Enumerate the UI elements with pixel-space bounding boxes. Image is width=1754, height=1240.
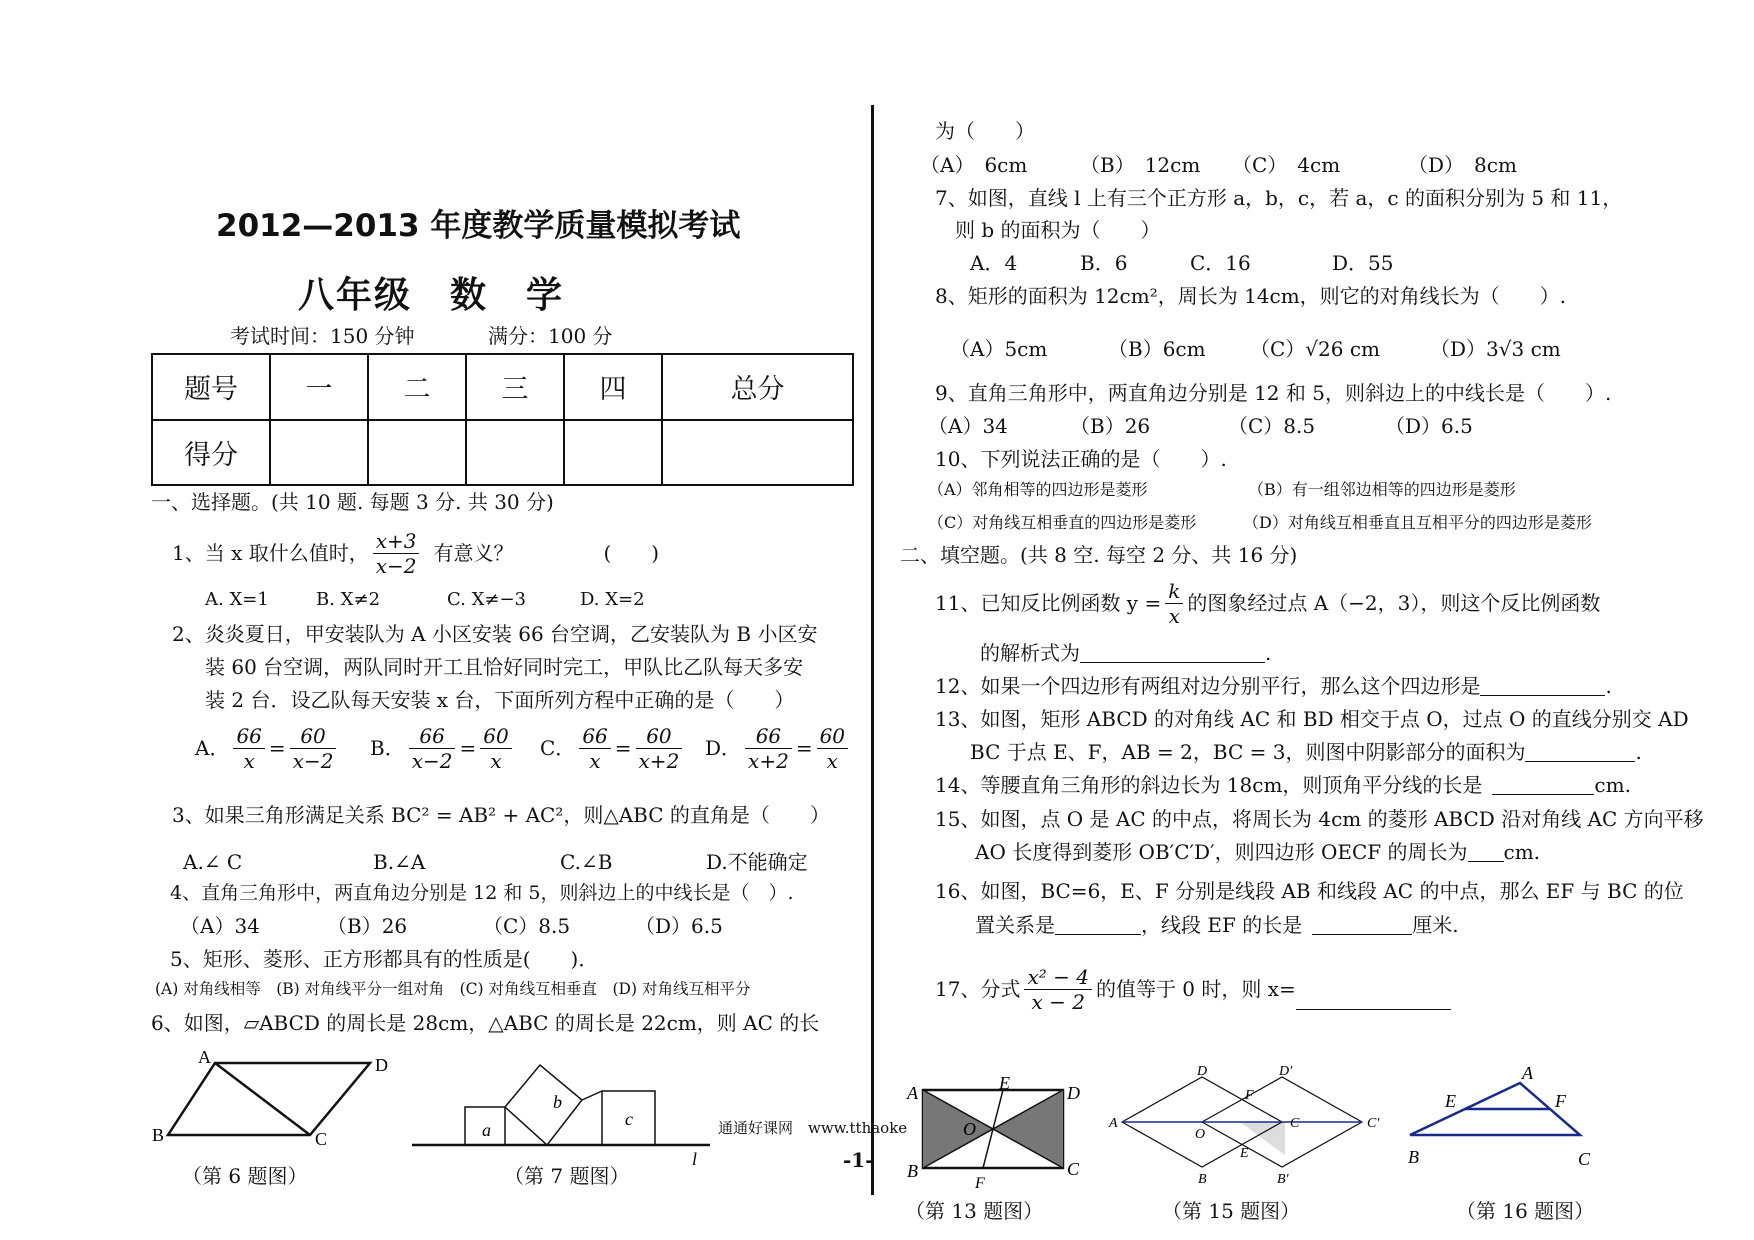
question-17 <box>935 956 1451 1022</box>
q6-option-b: （B） 12cm <box>1080 153 1201 177</box>
q2-fraction <box>636 724 683 773</box>
question-11 <box>935 572 1600 634</box>
fig7-label-l: l <box>692 1149 698 1165</box>
q1-option-c: C. X≠−3 <box>447 589 527 610</box>
q2-numerator: 66 <box>745 724 792 749</box>
q2-numerator: 60 <box>480 724 511 749</box>
fig15-label-c-prime: C′ <box>1367 1116 1380 1131</box>
q4-option-d: （D）6.5 <box>635 914 723 938</box>
question-14 <box>935 772 1631 798</box>
question-5: 5、矩形、菱形、正方形都具有的性质是( )． <box>170 947 599 971</box>
q4-option-c: （C）8.5 <box>483 914 571 938</box>
score-input-cell[interactable] <box>662 420 853 486</box>
fig6-label-c: C <box>315 1129 328 1145</box>
q2-denominator: x+2 <box>748 748 789 773</box>
question-9: 9、直角三角形中，两直角边分别是 12 和 5，则斜边上的中线长是（ ）. <box>935 381 1612 405</box>
q11-line2-text: 的解析式为 <box>980 641 1080 665</box>
fig16-label-b: B <box>1408 1147 1419 1167</box>
fig6-label-d: D <box>375 1055 388 1075</box>
q12-text: 12、如果一个四边形有两组对边分别平行，那么这个四边形是 <box>935 674 1481 698</box>
question-12 <box>935 673 1612 699</box>
q2-fraction <box>480 724 511 773</box>
fig13-label-e: E <box>999 1075 1010 1093</box>
figure-13 <box>905 1075 1085 1190</box>
q5-options: (A) 对角线相等 (B) 对角线平分一组对角 (C) 对角线互相垂直 (D) 对角线互相平分 <box>155 980 751 998</box>
q11-denominator: x <box>1168 603 1180 628</box>
fig7-label-a: a <box>482 1120 491 1140</box>
score-table-header-row <box>152 354 853 420</box>
q3-option-b: B.∠A <box>373 850 426 874</box>
fig13-label-a: A <box>907 1083 918 1103</box>
figure-6 <box>150 1045 390 1145</box>
q2-numerator: 60 <box>290 724 337 749</box>
exam-time: 考试时间：150 分钟 <box>230 324 415 348</box>
watermark: 通通好课网 www.tthaoke <box>718 1119 908 1137</box>
q2-numerator: 60 <box>817 724 848 749</box>
q2-option-label: A． <box>195 736 230 760</box>
q10-option-b: （B）有一组邻边相等的四边形是菱形 <box>1248 480 1516 499</box>
fig15-label-e: E <box>1240 1146 1249 1161</box>
fig13-label-b: B <box>907 1161 918 1181</box>
fig7-connector <box>582 1091 602 1100</box>
question-2-line2: 装 60 台空调，两队同时开工且恰好同时完工，甲队比乙队每天多安 <box>205 655 804 679</box>
fig16-label-a: A <box>1522 1063 1533 1083</box>
q1-text-post: 有意义？ <box>433 541 514 565</box>
q1-option-a: A. X=1 <box>205 589 269 610</box>
question-15-line2 <box>975 839 1540 865</box>
score-input-cell[interactable] <box>466 420 564 486</box>
score-cell: 一 <box>270 354 368 420</box>
q11-text: 11、已知反比例函数 y = <box>935 591 1162 615</box>
q15-unit: cm. <box>1503 840 1541 864</box>
page-number: -1- <box>843 1148 874 1172</box>
q9-option-d: （D）6.5 <box>1385 414 1473 438</box>
fig6-label-b: B <box>152 1125 165 1145</box>
fig16-label-f: F <box>1555 1091 1566 1111</box>
q11-numerator: k <box>1165 579 1183 604</box>
fig15-label-b: B <box>1198 1172 1207 1187</box>
question-13-line2 <box>970 739 1642 765</box>
q14-answer-blank[interactable] <box>1492 772 1594 795</box>
q2-denominator: x <box>589 748 601 773</box>
q9-option-a: （A）34 <box>928 414 1008 438</box>
question-15-line1: 15、如图，点 O 是 AC 的中点，将周长为 4cm 的菱形 ABCD 沿对角线 AC 方向平移 <box>935 807 1704 831</box>
score-cell: 二 <box>368 354 466 420</box>
q6-option-a: （A） 6cm <box>920 153 1028 177</box>
q1-text: 1、当 x 取什么值时， <box>172 541 369 565</box>
q12-period: . <box>1605 674 1612 698</box>
q10-option-a: （A）邻角相等的四边形是菱形 <box>928 480 1148 499</box>
q1-denominator: x−2 <box>375 553 417 578</box>
question-3: 3、如果三角形满足关系 BC² = AB² + AC²，则△ABC 的直角是（ ） <box>172 803 830 827</box>
q16-unit: 厘米. <box>1412 913 1459 937</box>
q2-denominator: x <box>826 748 838 773</box>
q15-text: AO 长度得到菱形 OB′C′D′，则四边形 OECF 的周长为 <box>975 840 1468 864</box>
fig15-caption: （第 15 题图） <box>1162 1199 1301 1223</box>
q2-numerator: 66 <box>579 724 610 749</box>
q16-answer-blank-2[interactable] <box>1312 912 1412 935</box>
score-table-score-row <box>152 420 853 486</box>
q11-line2 <box>980 640 1271 666</box>
q2-denominator: x <box>490 748 502 773</box>
q9-option-b: （B）26 <box>1070 414 1151 438</box>
question-6-continued: 为（ ） <box>935 119 1035 143</box>
q2-equals: = <box>795 736 813 760</box>
q13-text: BC 于点 E、F，AB = 2，BC = 3，则图中阴影部分的面积为 <box>970 740 1526 764</box>
q3-option-c: C.∠B <box>560 850 613 874</box>
section1-heading: 一、选择题。(共 10 题. 每题 3 分. 共 30 分) <box>151 490 554 514</box>
q1-answer-paren: ( ) <box>603 541 660 565</box>
score-input-cell[interactable] <box>368 420 466 486</box>
score-cell: 得分 <box>152 420 270 486</box>
q2-fraction <box>290 724 337 773</box>
fig6-diagonal <box>215 1063 310 1135</box>
q9-option-c: （C）8.5 <box>1228 414 1316 438</box>
q7-option-a: A．4 <box>970 251 1018 275</box>
q11-period: . <box>1265 641 1272 665</box>
q11-text-post: 的图象经过点 A（−2，3），则这个反比例函数 <box>1187 591 1601 615</box>
q10-option-c: （C）对角线互相垂直的四边形是菱形 <box>928 513 1197 532</box>
fig7-square-b <box>505 1065 582 1145</box>
q3-option-d: D.不能确定 <box>706 850 808 874</box>
section2-heading: 二、填空题。(共 8 空. 每空 2 分、共 16 分) <box>900 543 1298 567</box>
fig13-label-o: O <box>963 1119 976 1139</box>
q2-fraction <box>233 724 264 773</box>
fig15-label-a: A <box>1109 1116 1118 1131</box>
fig15-label-f: F <box>1245 1088 1254 1103</box>
q8-option-d: （D）3√3 cm <box>1430 337 1561 361</box>
q14-text: 14、等腰直角三角形的斜边长为 18cm，则顶角平分线的长是 <box>935 773 1483 797</box>
fig6-label-a: A <box>198 1047 211 1067</box>
q17-answer-blank[interactable] <box>1296 987 1451 1010</box>
q17-numerator: x² − 4 <box>1024 965 1092 990</box>
q17-text-post: 的值等于 0 时，则 x= <box>1095 977 1296 1001</box>
exam-title: 2012—2013 年度教学质量模拟考试 <box>216 208 741 244</box>
q15-answer-blank[interactable] <box>1468 839 1504 862</box>
column-divider <box>871 105 874 1195</box>
q2-equals: = <box>459 736 477 760</box>
figure-16 <box>1400 1055 1610 1170</box>
q13-period: . <box>1635 740 1642 764</box>
figure-7 <box>410 1045 720 1165</box>
q2-option-b <box>370 718 516 778</box>
figure-15 <box>1105 1065 1395 1190</box>
fig7-caption: （第 7 题图） <box>504 1164 630 1188</box>
fig16-label-e: E <box>1445 1091 1456 1111</box>
fig13-label-c: C <box>1067 1159 1080 1179</box>
q8-option-a: （A）5cm <box>950 337 1048 361</box>
q2-option-label: C． <box>540 736 576 760</box>
score-cell: 题号 <box>152 354 270 420</box>
q7-option-d: D．55 <box>1332 251 1394 275</box>
question-4: 4、直角三角形中，两直角边分别是 12 和 5，则斜边上的中线长是（ ）. <box>170 882 794 904</box>
score-cell: 三 <box>466 354 564 420</box>
q13-answer-blank[interactable] <box>1525 739 1635 762</box>
q2-numerator: 66 <box>233 724 264 749</box>
q2-denominator: x+2 <box>638 748 680 773</box>
question-16-line2 <box>975 912 1459 938</box>
fig16-caption: （第 16 题图） <box>1456 1199 1595 1223</box>
fig16-label-c: C <box>1578 1149 1591 1169</box>
score-cell: 总分 <box>662 354 853 420</box>
q16-answer-blank-1[interactable] <box>1055 912 1141 935</box>
q2-option-d <box>705 718 852 778</box>
score-table <box>151 353 854 486</box>
q7-option-b: B．6 <box>1080 251 1128 275</box>
q7-option-c: C．16 <box>1190 251 1251 275</box>
q16-text-2: ，线段 EF 的长是 <box>1141 913 1303 937</box>
question-13-line1: 13、如图，矩形 ABCD 的对角线 AC 和 BD 相交于点 O，过点 O 的直线分别交 AD <box>935 707 1689 731</box>
q1-fraction <box>373 529 420 578</box>
q2-numerator: 66 <box>409 724 456 749</box>
fig7-label-c: c <box>625 1109 633 1129</box>
score-input-cell[interactable] <box>564 420 662 486</box>
score-cell: 四 <box>564 354 662 420</box>
question-7-line1: 7、如图，直线 l 上有三个正方形 a，b，c，若 a，c 的面积分别为 5 和 11， <box>935 186 1623 210</box>
q4-option-b: （B）26 <box>327 914 408 938</box>
fig15-label-d: D <box>1197 1065 1208 1079</box>
q14-unit: cm. <box>1594 773 1631 797</box>
q2-fraction <box>579 724 610 773</box>
q17-fraction <box>1024 965 1092 1014</box>
fig15-label-o: O <box>1195 1127 1206 1142</box>
q4-option-a: （A）34 <box>180 914 260 938</box>
q1-option-d: D. X=2 <box>580 589 645 610</box>
q16-text: 置关系是 <box>975 913 1055 937</box>
q11-fraction <box>1165 579 1183 628</box>
q6-option-d: （D） 8cm <box>1408 153 1517 177</box>
fig13-caption: （第 13 题图） <box>905 1199 1044 1223</box>
fig6-parallelogram <box>168 1063 370 1135</box>
q2-equals: = <box>614 736 632 760</box>
q2-denominator: x−2 <box>411 748 453 773</box>
q8-option-b: （B）6cm <box>1108 337 1206 361</box>
score-input-cell[interactable] <box>270 420 368 486</box>
question-8: 8、矩形的面积为 12cm²，周长为 14cm，则它的对角线长为（ ）. <box>935 284 1567 308</box>
q10-option-d: （D）对角线互相垂直且互相平分的四边形是菱形 <box>1243 513 1592 532</box>
q17-text: 17、分式 <box>935 977 1021 1001</box>
fig15-label-d-prime: D′ <box>1279 1065 1293 1079</box>
q2-denominator: x−2 <box>292 748 334 773</box>
full-score: 满分：100 分 <box>488 324 613 348</box>
question-1 <box>172 522 659 584</box>
exam-subtitle: 八年级 数 学 <box>298 275 565 316</box>
question-2-line1: 2、炎炎夏日，甲安装队为 A 小区安装 66 台空调，乙安装队为 B 小区安 <box>172 622 818 646</box>
fig13-label-f: F <box>975 1175 985 1190</box>
question-10: 10、下列说法正确的是（ ）. <box>935 447 1227 471</box>
q2-denominator: x <box>243 748 255 773</box>
fig15-label-c: C <box>1290 1116 1300 1131</box>
question-2-line3: 装 2 台．设乙队每天安装 x 台，下面所列方程中正确的是（ ） <box>205 688 795 712</box>
q2-numerator: 60 <box>636 724 683 749</box>
q11-answer-blank[interactable] <box>1080 640 1265 663</box>
question-6: 6、如图，▱ABCD 的周长是 28cm，△ABC 的周长是 22cm，则 AC 的长 <box>151 1011 820 1035</box>
fig15-label-b-prime: B′ <box>1277 1172 1289 1187</box>
question-16-line1: 16、如图，BC=6，E、F 分别是线段 AB 和线段 AC 的中点，那么 EF 与 BC 的位 <box>935 879 1684 903</box>
q17-denominator: x − 2 <box>1031 989 1085 1014</box>
q6-option-c: （C） 4cm <box>1232 153 1341 177</box>
q2-fraction <box>409 724 456 773</box>
q2-fraction <box>745 724 792 773</box>
question-7-line2: 则 b 的面积为（ ） <box>955 218 1161 242</box>
q3-option-a: A.∠ C <box>183 850 243 874</box>
q2-option-c <box>540 718 686 778</box>
q1-numerator: x+3 <box>373 529 420 554</box>
q1-option-b: B. X≠2 <box>316 589 381 610</box>
fig6-caption: （第 6 题图） <box>182 1164 308 1188</box>
fig13-label-d: D <box>1067 1083 1080 1103</box>
q2-option-label: B． <box>370 736 405 760</box>
q8-option-c: （C）√26 cm <box>1250 337 1381 361</box>
q2-equals: = <box>268 736 286 760</box>
q12-answer-blank[interactable] <box>1480 673 1605 696</box>
q2-option-label: D． <box>705 736 742 760</box>
q2-option-a <box>195 718 340 778</box>
q2-fraction <box>817 724 848 773</box>
fig7-label-b: b <box>553 1092 562 1112</box>
